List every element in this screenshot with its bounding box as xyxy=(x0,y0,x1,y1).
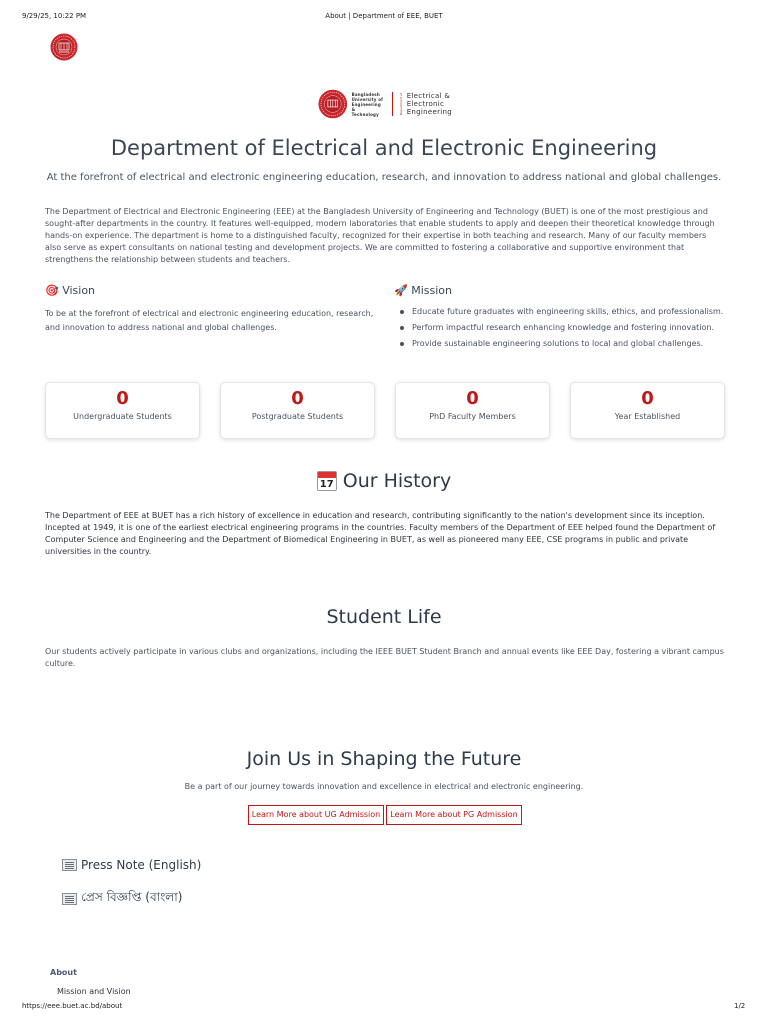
buet-seal-icon xyxy=(318,89,348,119)
press-note-bangla-link[interactable] xyxy=(62,889,182,909)
stat-label: Postgraduate Students xyxy=(251,412,344,421)
student-life-title: Student Life xyxy=(326,606,442,628)
brand-vertical-label: Department of xyxy=(398,93,403,115)
stat-card-undergraduate xyxy=(45,382,200,439)
university-name: Bangladesh University of Engineering & Technology xyxy=(351,91,384,117)
stat-value: 0 xyxy=(641,388,654,409)
history-paragraph: The Department of EEE at BUET has a rich history of excellence in education and research, contributing significantly to the nation's development since its inception. Incepted at 1949, it is one of the earliest electrical engineering programs in the countries. Faculty members of the Department of EEE helped found the Department of Computer Science and Engineering and the Department of Biomedical Engineering in BUET, as well as pioneered many EEE, CSE programs in public and private universities in the country. xyxy=(45,511,716,556)
print-page-number: 1/2 xyxy=(734,1002,746,1010)
pg-admission-button[interactable]: Learn More about PG Admission xyxy=(386,805,522,825)
history-heading xyxy=(0,470,768,492)
mission-item: Educate future graduates with engineering skills, ethics, and professionalism. xyxy=(394,306,724,322)
join-title: Join Us in Shaping the Future xyxy=(246,748,522,770)
department-name: Electrical & Electronic Engineering xyxy=(406,92,452,116)
mission-title: Mission xyxy=(411,284,452,297)
stat-card-postgraduate xyxy=(220,382,375,439)
page-subtitle: At the forefront of electrical and electronic engineering education, research, and innovation to address national and global challenges. xyxy=(46,172,722,183)
print-datetime: 9/29/25, 10:22 PM xyxy=(22,12,87,20)
mission-item: Perform impactful research enhancing knowledge and fostering innovation. xyxy=(394,322,724,338)
brand-divider xyxy=(392,92,393,116)
intro-paragraph: The Department of Electrical and Electronic Engineering (EEE) at the Bangladesh University of Engineering and Technology (BUET) is one of the most prestigious and sought-after departments in the country. It features well-equipped, modern laboratories that enable students to apply and deepen their theoretical knowledge through hands-on experience. The department is home to a distinguished faculty, recognized for their expertise in both teaching and research. Many of our faculty members also serve as expert consultants on national testing and development projects. We are committed to fostering a collaborative and supportive environment that strengthens the relationship between students and teachers. xyxy=(45,207,715,264)
stat-label: Undergraduate Students xyxy=(73,412,172,421)
stat-label: Year Established xyxy=(614,412,681,421)
press-note-english-link[interactable] xyxy=(62,858,201,872)
ug-admission-button[interactable]: Learn More about UG Admission xyxy=(248,805,384,825)
stat-value: 0 xyxy=(466,388,479,409)
footer-about-heading[interactable]: About xyxy=(50,968,77,977)
press-note-bangla-label: প্রেস বিজ্ঞপ্তি (বাংলা) xyxy=(81,890,183,904)
vision-heading xyxy=(45,284,95,297)
print-doc-title: About | Department of EEE, BUET xyxy=(325,12,443,20)
calendar-icon: 17 xyxy=(317,471,337,491)
stat-value: 0 xyxy=(116,388,129,409)
buet-logo[interactable] xyxy=(50,33,78,61)
mission-list[interactable] xyxy=(394,306,724,348)
history-title: Our History xyxy=(342,470,452,492)
print-url: https://eee.buet.ac.bd/about xyxy=(22,1002,123,1010)
target-icon: 🎯 xyxy=(45,284,59,297)
vision-title: Vision xyxy=(62,284,96,297)
stat-label: PhD Faculty Members xyxy=(429,412,516,421)
rocket-icon: 🚀 xyxy=(394,284,408,297)
stat-value: 0 xyxy=(291,388,304,409)
newspaper-icon xyxy=(62,893,77,905)
newspaper-icon xyxy=(62,859,77,871)
join-text: Be a part of our journey towards innovation and excellence in electrical and electronic engineering. xyxy=(184,782,584,791)
student-life-paragraph: Our students actively participate in various clubs and organizations, including the IEEE BUET Student Branch and annual events like EEE Day, fostering a vibrant campus culture. xyxy=(45,647,724,668)
mission-heading xyxy=(394,284,452,297)
stat-card-year-established xyxy=(570,382,725,439)
vision-text: To be at the forefront of electrical and electronic engineering education, research, and innovation to address national and global challenges. xyxy=(45,309,374,332)
press-note-english-label: Press Note (English) xyxy=(81,858,202,872)
stat-card-phd-faculty xyxy=(395,382,550,439)
mission-item: Provide sustainable engineering solutions to local and global challenges. xyxy=(394,338,724,348)
footer-mission-vision-link[interactable]: Mission and Vision xyxy=(57,987,131,996)
page-title: Department of Electrical and Electronic Engineering xyxy=(110,136,658,160)
department-brand xyxy=(318,88,452,120)
